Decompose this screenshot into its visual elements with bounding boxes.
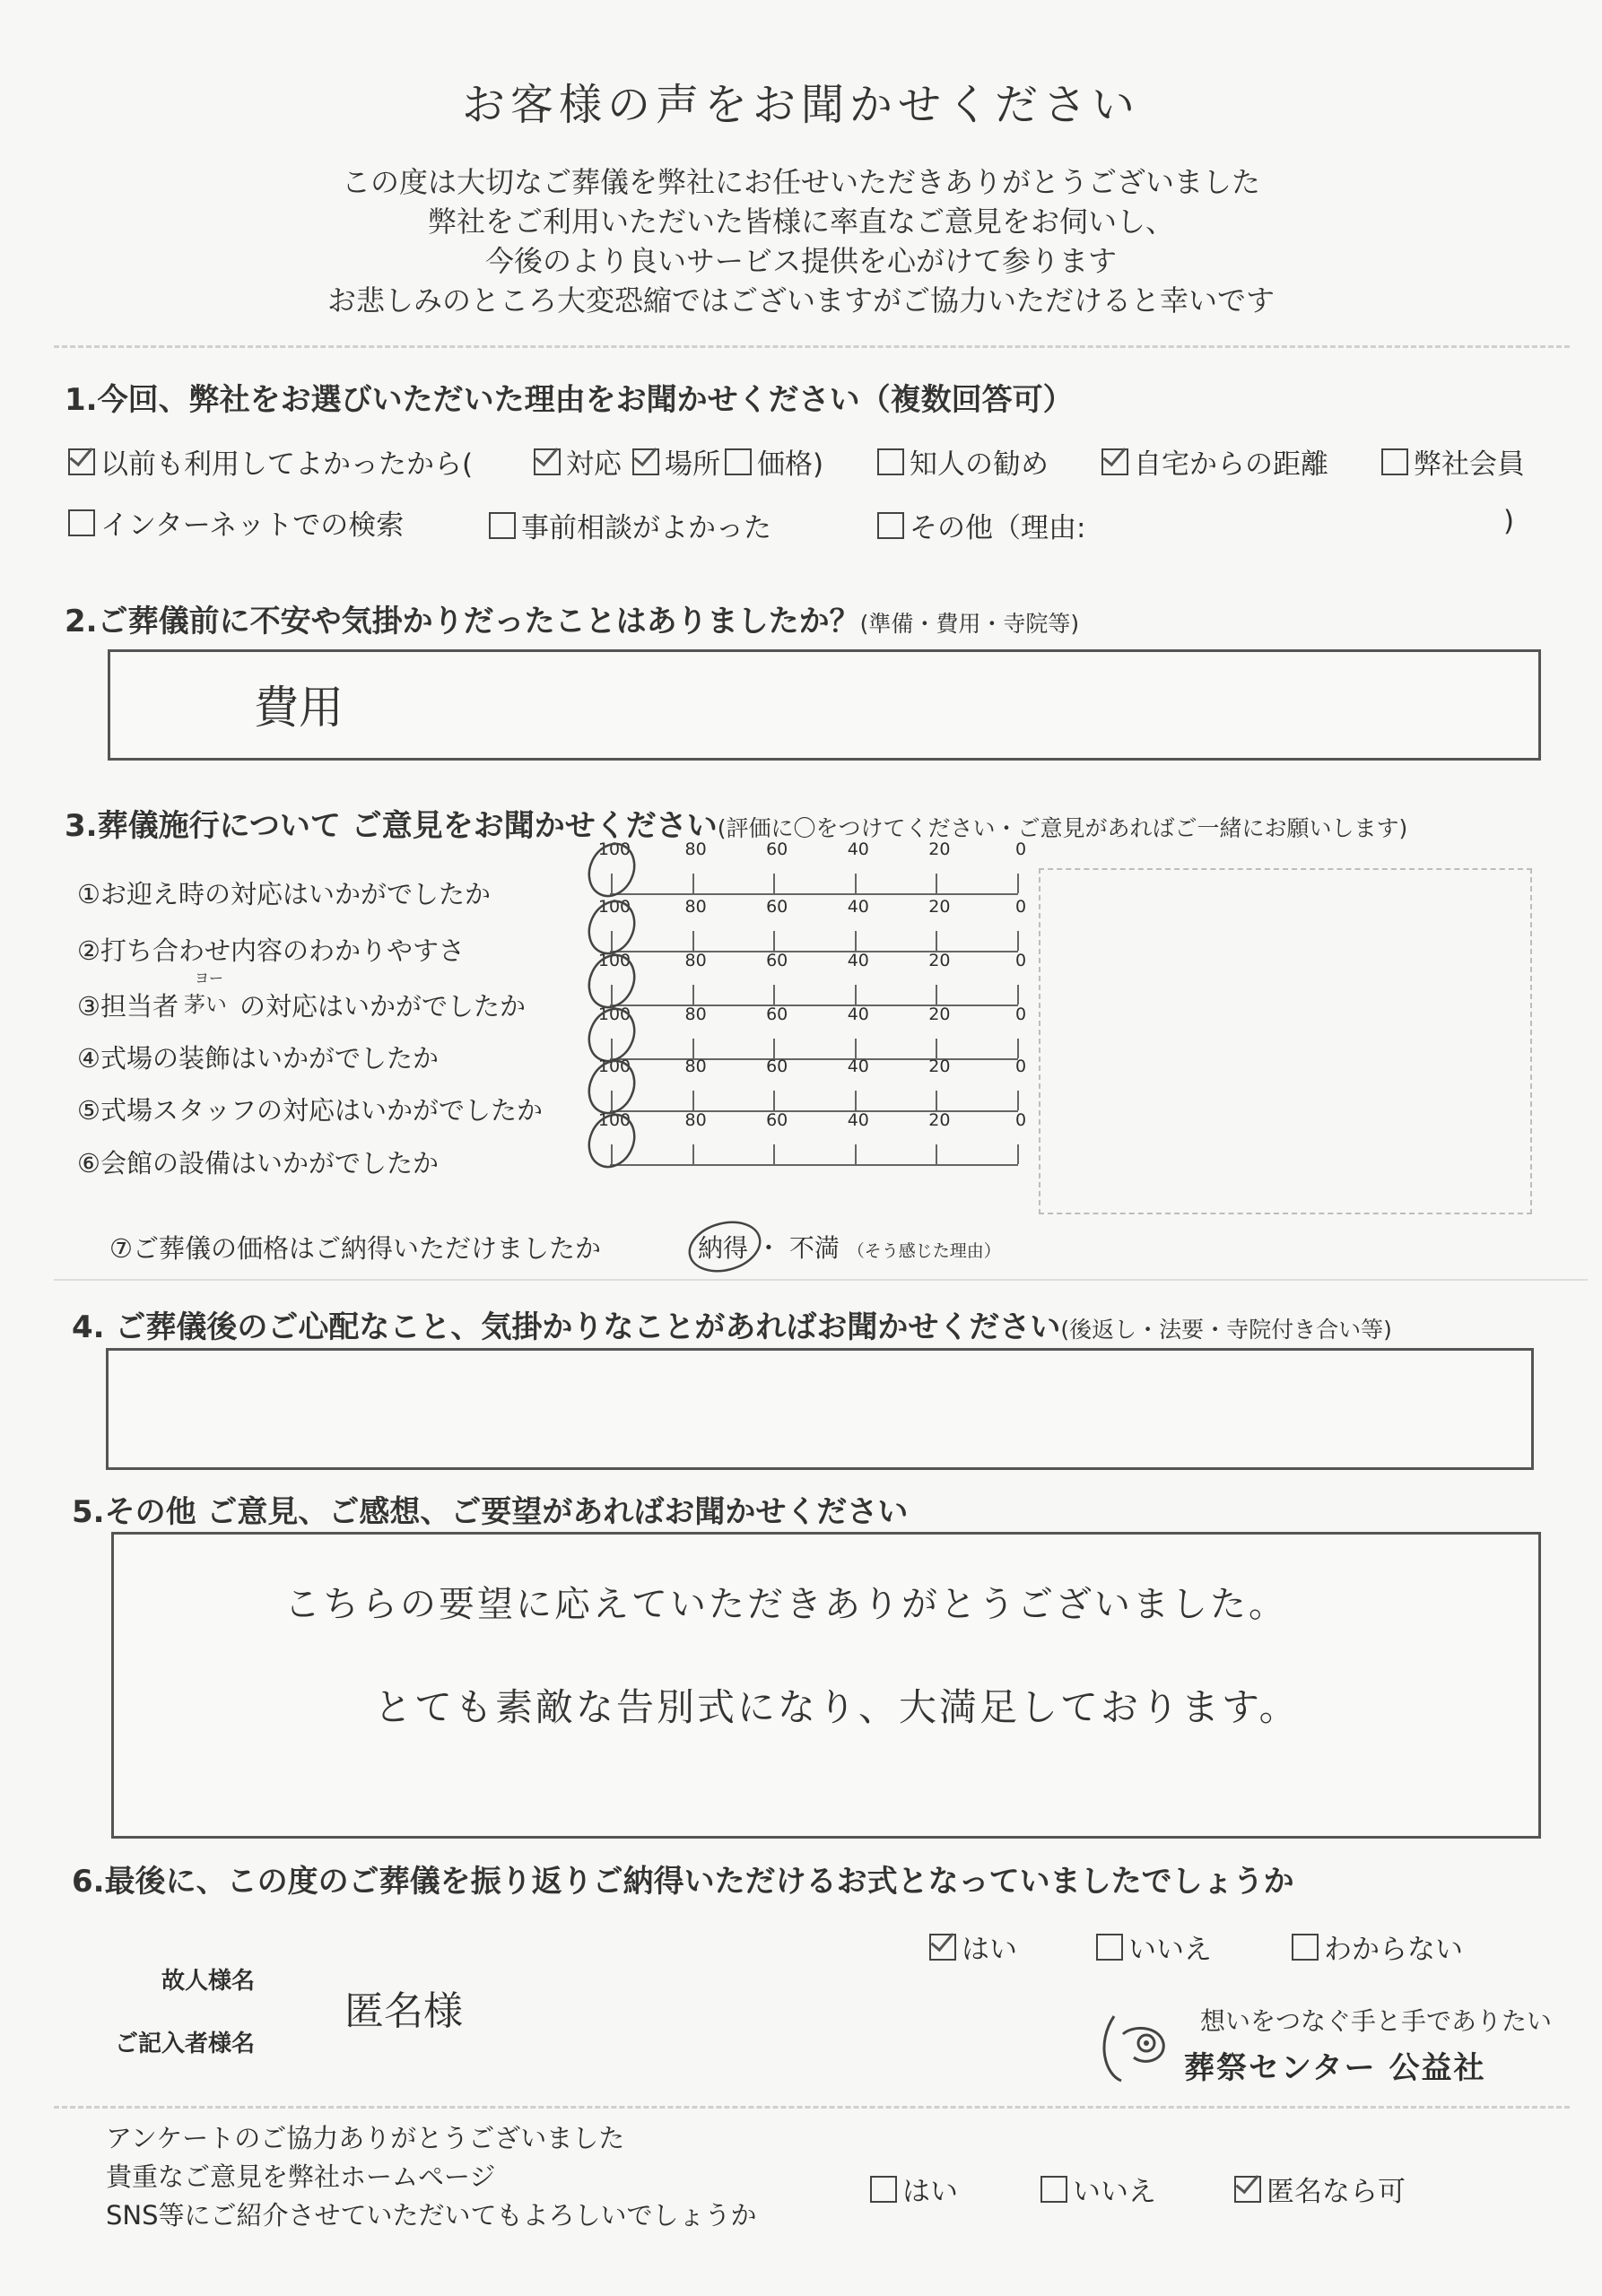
q2-heading [65,596,1079,640]
scale-tick [936,874,937,893]
q1-option-location[interactable] [632,441,720,482]
q2-answer-text: 費用 [254,682,344,734]
q6-option-unsure[interactable] [1292,1926,1463,1967]
rating-scale[interactable] [597,1057,1027,1112]
q3-item-6: ⑥会館の設備はいかがでしたか [77,1148,439,1178]
intro-line-2: 弊社をご利用いただいた皆様に率直なご意見をお伺いし、 [427,204,1174,239]
checkbox[interactable] [877,512,904,539]
option-label: 知人の勧め [910,448,1049,481]
q4-heading [72,1302,1392,1346]
q3-item-4: ④式場の装飾はいかがでしたか [77,1043,439,1074]
scale-label: 80 [684,1004,707,1024]
scale-tick [773,1091,775,1110]
q3-item-3 [77,970,527,1023]
scale-tick [855,1039,857,1058]
checkbox[interactable] [489,512,516,539]
footer-line-3: SNS等にご紹介させていただいてもよろしいでしょうか [106,2200,757,2231]
q1-other-close: ) [1503,505,1515,537]
rating-scale[interactable] [597,1004,1027,1060]
scale-label: 40 [847,839,869,859]
option-label: 自宅からの距離 [1134,448,1328,481]
option-label: 以前も利用してよかったから( [100,448,474,481]
rating-scale[interactable] [597,897,1027,952]
option-label: わからない [1324,1934,1463,1966]
checkbox-checked[interactable] [929,1934,956,1961]
rating-scale[interactable] [597,1110,1027,1166]
scale-label: 100 [597,951,631,970]
writer-name-value: 匿名様 [344,1989,463,2033]
q5-answer-line-1: こちらの要望に応えていただきありがとうございました。 [284,1584,1287,1625]
scale-label: 0 [1014,897,1027,917]
rating-scale[interactable] [597,951,1027,1006]
option-label: いいえ [1073,2176,1156,2208]
scale-label: 20 [928,897,951,917]
divider [54,345,1570,348]
q4-label: 4. ご葬儀後のご心配なこと、気掛かりなことがあればお聞かせください [72,1309,1061,1345]
scale-tick [1017,931,1019,951]
q4-sub: (後返し・法要・寺院付き合い等) [1060,1317,1392,1343]
scale-label: 0 [1014,1057,1027,1076]
q1-option-distance[interactable] [1101,441,1328,482]
scale-tick [773,874,775,893]
scale-label: 60 [766,1057,788,1076]
scale-label: 0 [1014,1110,1027,1130]
q6-option-no[interactable] [1096,1926,1212,1967]
scale-tick [773,1039,775,1058]
checkbox-checked[interactable] [68,448,95,475]
scale-label: 60 [766,1110,788,1130]
q1-option-member[interactable] [1381,441,1525,482]
option-label: はい [902,2176,958,2208]
q3-price-options [698,1229,1001,1265]
q1-heading: 1.今回、弊社をお選びいただいた理由をお聞かせください（複数回答可） [65,382,1074,418]
q3-heading [65,801,1407,845]
option-label: 匿名なら可 [1267,2176,1406,2208]
price-option-satisfied[interactable] [698,1229,748,1265]
price-note: （そう感じた理由） [847,1241,1001,1261]
deceased-name-label: 故人様名 [161,1968,256,1995]
circle-mark-icon [581,1110,644,1173]
scale-label: 0 [1014,839,1027,859]
scale-label: 80 [684,1110,707,1130]
scale-tick [773,1144,775,1164]
price-option-satisfied-label: 納得 [698,1233,749,1263]
scale-label: 40 [847,951,869,970]
scale-label: 100 [597,1110,631,1130]
q2-label: 2.ご葬儀前に不安や気掛かりだったことはありましたか？ [65,604,860,639]
scale-tick [773,931,775,951]
scale-tick [855,931,857,951]
company-name: 葬祭センター 公益社 [1184,2050,1486,2086]
option-label: 事前相談がよかった [521,512,771,544]
q3-label: 3.葬儀施行について ご意見をお聞かせください [65,808,718,844]
footer-option-yes[interactable] [870,2169,958,2209]
scale-label: 80 [684,1057,707,1076]
option-label: いいえ [1128,1934,1212,1966]
scale-label: 100 [597,839,631,859]
footer-line-2: 貴重なご意見を弊社ホームページ [106,2161,496,2192]
scale-label: 60 [766,839,788,859]
staff-name [184,970,227,1023]
scale-tick [692,985,694,1004]
q3-item-5: ⑤式場スタッフの対応はいかがでしたか [77,1095,543,1126]
q3-item-3-suffix: の対応はいかがでしたか [239,991,527,1022]
q6-option-yes[interactable] [929,1926,1017,1967]
scale-label: 100 [597,897,631,917]
scale-label: 40 [847,897,869,917]
q1-option-internet[interactable] [68,502,404,543]
q3-item-2: ②打ち合わせ内容のわかりやすさ [77,935,465,966]
scale-label: 20 [928,839,951,859]
scale-label: 80 [684,951,707,970]
scale-tick [1017,874,1019,893]
intro-line-1: この度は大切なご葬儀を弊社にお任せいただきありがとうございました [341,165,1260,199]
q1-option-service[interactable] [534,441,622,482]
footer-line-1: アンケートのご協力ありがとうございました [106,2123,625,2153]
option-label: 弊社会員 [1414,448,1525,481]
scale-tick [936,931,937,951]
checkbox[interactable] [870,2176,897,2203]
circle-mark-icon [685,1220,766,1283]
option-label: インターネットでの検索 [100,509,405,542]
scale-label: 60 [766,897,788,917]
scale-label: 60 [766,1004,788,1024]
scale-tick [936,1039,937,1058]
q3-comment-box[interactable] [1039,868,1532,1214]
checkbox[interactable] [877,448,904,475]
scale-tick [855,1144,857,1164]
footer-option-no[interactable] [1040,2169,1156,2209]
scale-label: 20 [928,1004,951,1024]
checkbox[interactable] [1381,448,1408,475]
staff-furigana: ヨー [195,970,224,987]
q3-price-question: ⑦ご葬儀の価格はご納得いただけましたか [109,1233,601,1264]
rating-scale[interactable] [597,839,1027,895]
q5-answer-box[interactable] [111,1532,1541,1839]
scale-label: 0 [1014,951,1027,970]
scale-tick [936,985,937,1004]
scale-tick [936,1091,937,1110]
staff-name-text: 茅い [184,992,227,1017]
q3-item-3-label: ③担当者 [77,991,178,1022]
scale-tick [692,874,694,893]
scale-tick [855,1091,857,1110]
scale-label: 60 [766,951,788,970]
scale-label: 40 [847,1110,869,1130]
option-label: その他（理由: [910,512,1086,544]
divider [54,1279,1588,1281]
scale-label: 40 [847,1004,869,1024]
price-option-dissatisfied[interactable]: 不満 [788,1233,840,1263]
page-title: お客様の声をお聞かせください [461,80,1140,130]
scale-label: 20 [928,1057,951,1076]
checkbox-checked[interactable] [1234,2176,1261,2203]
checkbox-checked[interactable] [632,448,659,475]
company-logo-icon [1096,2007,1186,2088]
option-label: 対応 [566,448,622,481]
scale-tick [936,1144,937,1164]
checkbox-checked[interactable] [1101,448,1128,475]
price-option-separator: ・ [755,1233,781,1263]
q2-answer-box[interactable] [108,649,1541,761]
scale-label: 80 [684,897,707,917]
scale-tick [1017,1091,1019,1110]
scale-label: 20 [928,1110,951,1130]
q2-sub: (準備・費用・寺院等) [859,611,1080,637]
q3-sub: (評価に〇をつけてください・ご意見があればご一緒にお願いします) [717,815,1408,841]
q1-option-referral[interactable] [877,441,1049,482]
scale-tick [855,985,857,1004]
option-label: はい [962,1934,1017,1966]
writer-name-label: ご記入者様名 [115,2031,256,2057]
scale-label: 100 [597,1004,631,1024]
q6-heading: 6.最後に、この度のご葬儀を振り返りご納得いただけるお式となっていましたでしょうか [72,1864,1294,1900]
checkbox-checked[interactable] [534,448,561,475]
option-label: 価格) [757,448,824,481]
q1-option-other[interactable] [877,505,1085,545]
scale-tick [692,931,694,951]
scale-tick [1017,985,1019,1004]
scale-label: 0 [1014,1004,1027,1024]
q3-item-1: ①お迎え時の対応はいかがでしたか [77,879,491,909]
q5-answer-line-2: とても素敵な告別式になり、大満足しております。 [374,1685,1300,1729]
checkbox[interactable] [1292,1934,1319,1961]
scale-tick [692,1144,694,1164]
q5-heading: 5.その他 ご意見、ご感想、ご要望があればお聞かせください [72,1494,909,1530]
company-tagline: 想いをつなぐ手と手でありたい [1200,2006,1553,2036]
divider [54,2106,1570,2109]
circle-mark-icon [581,839,644,902]
checkbox[interactable] [1096,1934,1123,1961]
scale-label: 20 [928,951,951,970]
checkbox[interactable] [725,448,752,475]
scale-label: 100 [597,1057,631,1076]
checkbox[interactable] [68,509,95,536]
q1-option-consultation[interactable] [489,505,771,545]
q4-answer-box[interactable] [106,1348,1534,1470]
scale-tick [1017,1144,1019,1164]
q1-option-price[interactable] [725,441,823,482]
scale-tick [773,985,775,1004]
footer-option-anonymous[interactable] [1234,2169,1406,2209]
option-label: 場所 [665,448,720,481]
checkbox[interactable] [1040,2176,1067,2203]
intro-line-3: 今後のより良いサービス提供を心がけて参ります [484,244,1117,278]
q1-option-previous-use[interactable] [68,441,473,482]
scale-label: 40 [847,1057,869,1076]
scale-tick [1017,1039,1019,1058]
intro-line-4: お悲しみのところ大変恐縮ではございますがご協力いただけると幸いです [326,283,1275,317]
scale-tick [692,1091,694,1110]
scale-label: 80 [684,839,707,859]
scale-tick [855,874,857,893]
scale-tick [692,1039,694,1058]
